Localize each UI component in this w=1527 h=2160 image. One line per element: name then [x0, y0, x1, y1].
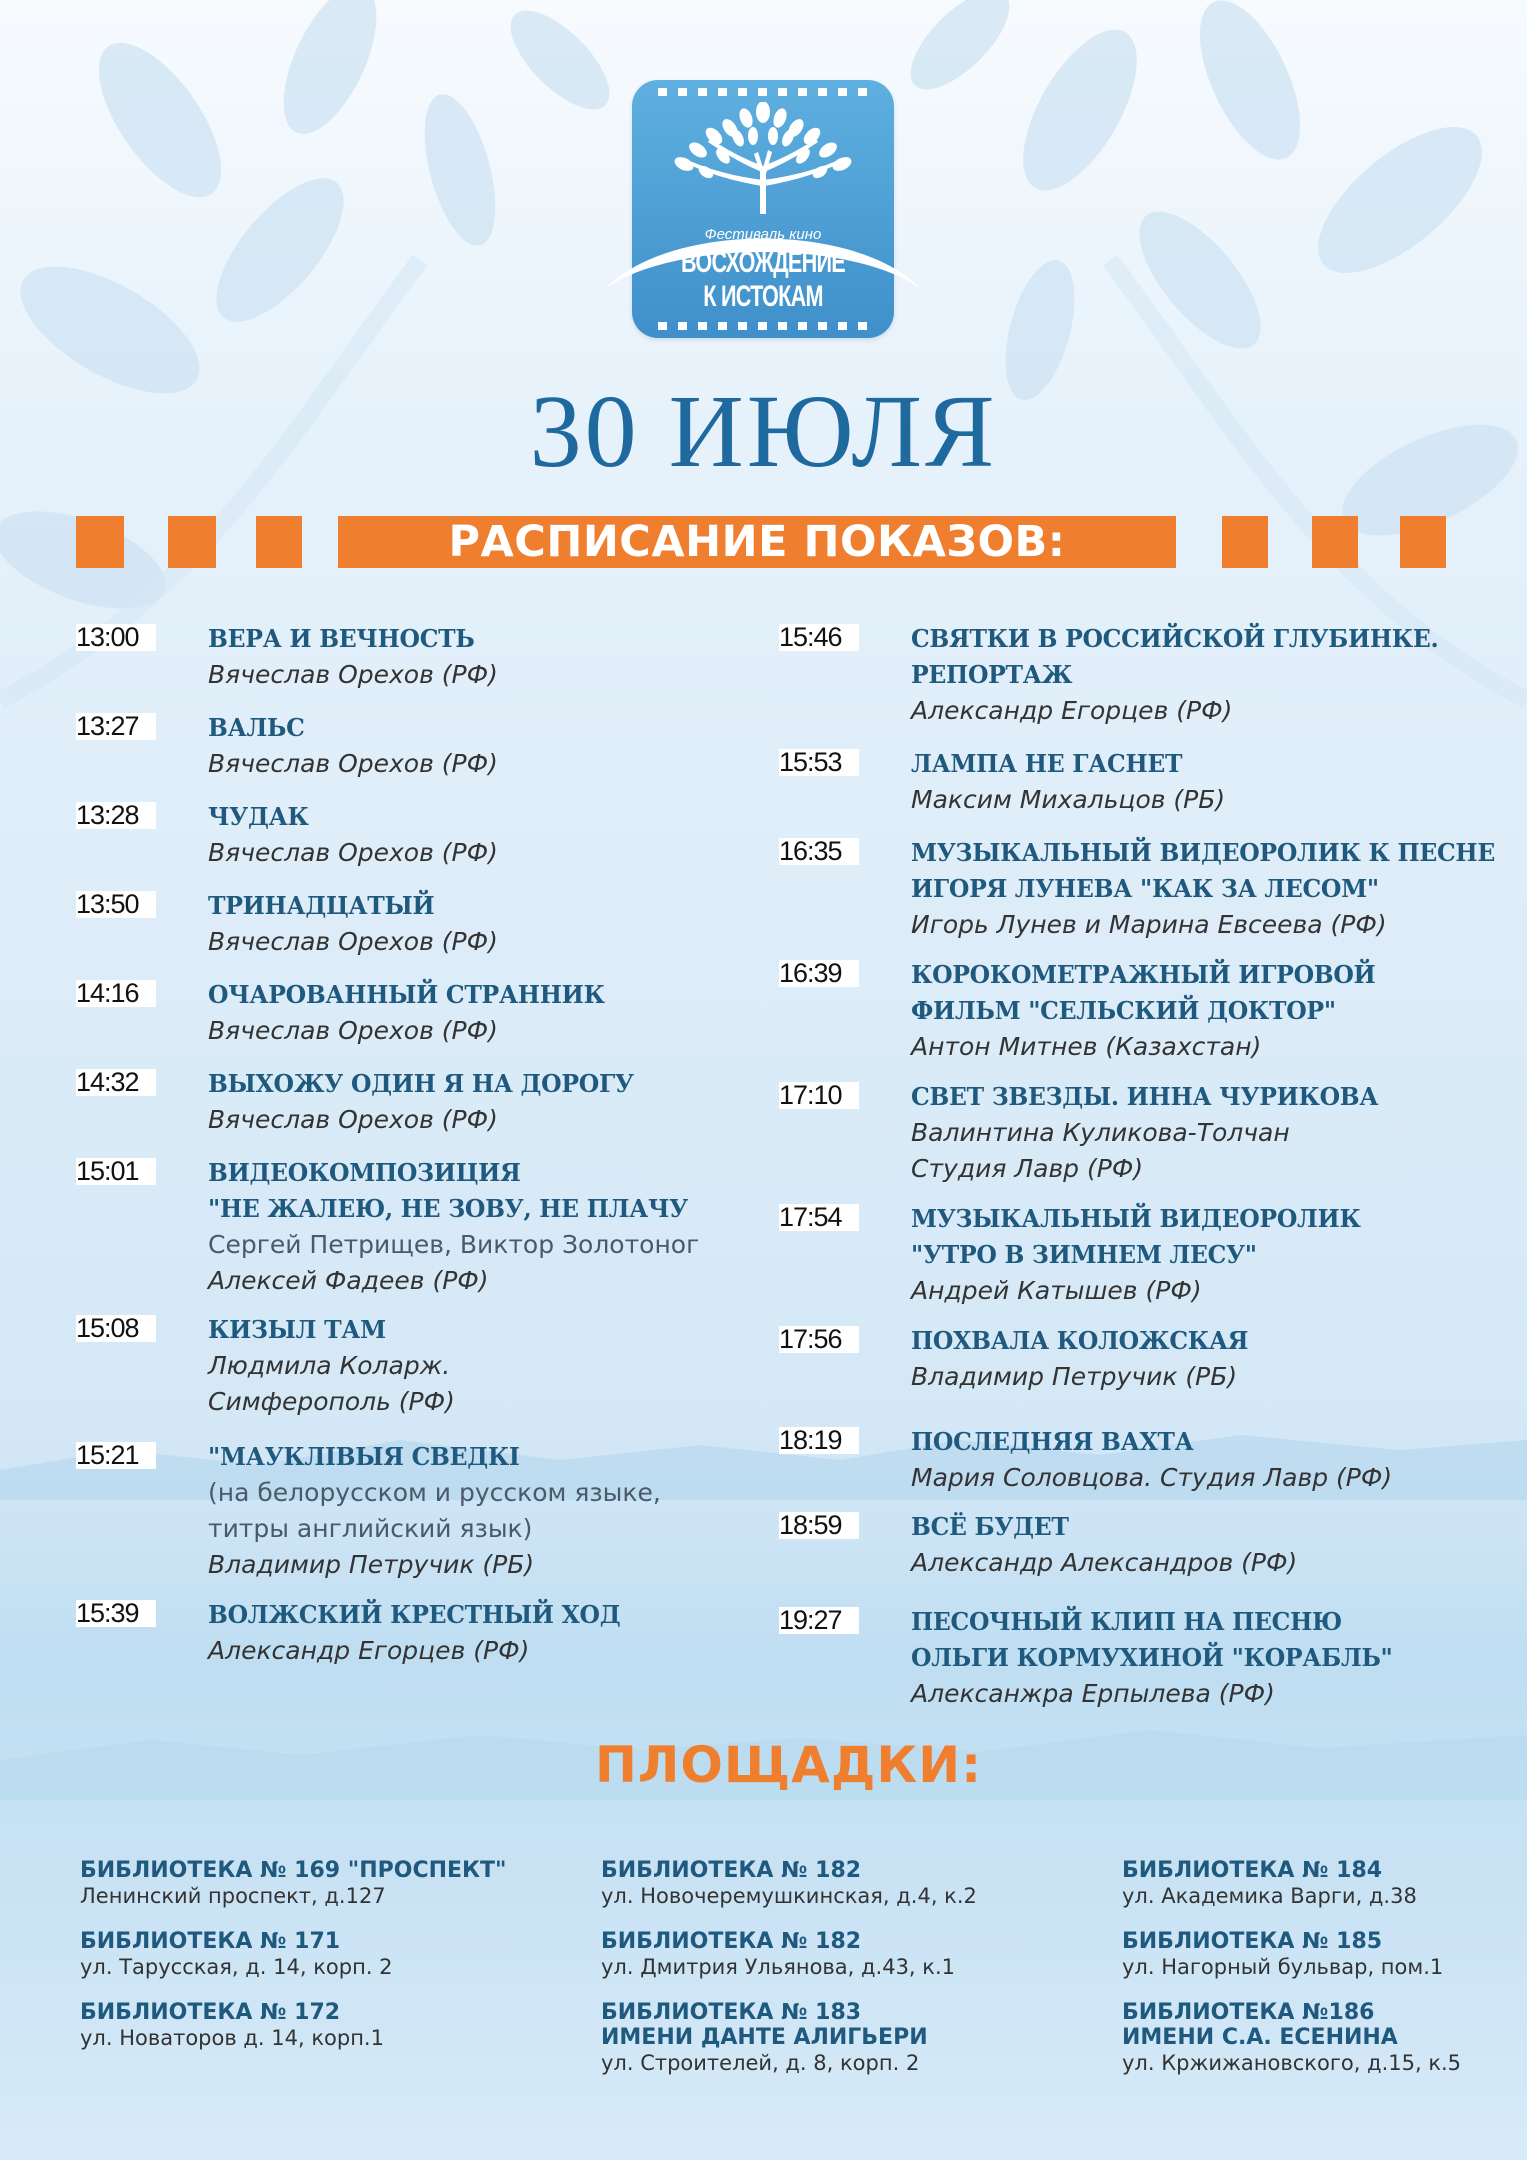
screening-time: 15:21: [76, 1442, 156, 1469]
venue-name: БИБЛИОТЕКА №186: [1122, 2000, 1375, 2025]
film-author: Владимир Петручик (РБ): [911, 1362, 1238, 1391]
film-note: титры английский язык): [208, 1514, 533, 1543]
logo-title-line-2: К ИСТОКАМ: [703, 280, 823, 313]
film-title: ПОСЛЕДНЯЯ ВАХТА: [911, 1427, 1194, 1456]
film-title: ЛАМПА НЕ ГАСНЕТ: [911, 749, 1183, 778]
film-title: ПЕСОЧНЫЙ КЛИП НА ПЕСНЮ: [911, 1607, 1342, 1636]
venue-name: ИМЕНИ ДАНТЕ АЛИГЬЕРИ: [601, 2025, 928, 2050]
venue-address: ул. Кржижановского, д.15, к.5: [1122, 2051, 1462, 2075]
orange-square: [1222, 516, 1268, 568]
venue-name: БИБЛИОТЕКА № 182: [601, 1929, 862, 1954]
venue-address: ул. Тарусская, д. 14, корп. 2: [80, 1955, 393, 1979]
film-title: "МАУКЛІВЫЯ СВЕДКІ: [208, 1442, 520, 1471]
screening-time: 18:19: [779, 1427, 859, 1454]
venue-item: [80, 1929, 393, 1981]
screening-time: 16:39: [779, 960, 859, 987]
film-author: Андрей Катышев (РФ): [911, 1276, 1202, 1305]
screening-details: [911, 1079, 1511, 1187]
film-title: ТРИНАДЦАТЫЙ: [208, 891, 435, 920]
screening-details: [208, 1155, 808, 1299]
screening-time: 17:56: [779, 1326, 859, 1353]
film-author: Вячеслав Орехов (РФ): [208, 749, 498, 778]
screening-time: 14:32: [76, 1069, 156, 1096]
film-title: ОЛЬГИ КОРМУХИНОЙ "КОРАБЛЬ": [911, 1643, 1393, 1672]
schedule-heading: РАСПИСАНИЕ ПОКАЗОВ:: [338, 516, 1176, 568]
film-author: Симферополь (РФ): [208, 1387, 455, 1416]
screening-time: 17:54: [779, 1204, 859, 1231]
film-title: МУЗЫКАЛЬНЫЙ ВИДЕОРОЛИК: [911, 1204, 1361, 1233]
screening-details: [911, 746, 1511, 818]
film-author: Игорь Лунев и Марина Евсеева (РФ): [911, 910, 1387, 939]
film-title: ПОХВАЛА КОЛОЖСКАЯ: [911, 1326, 1249, 1355]
film-author: Студия Лавр (РФ): [911, 1154, 1144, 1183]
film-author: Александр Егорцев (РФ): [911, 696, 1233, 725]
venue-name: БИБЛИОТЕКА № 185: [1122, 1929, 1383, 1954]
film-author: Вячеслав Орехов (РФ): [208, 660, 498, 689]
film-title: ФИЛЬМ "СЕЛЬСКИЙ ДОКТОР": [911, 996, 1336, 1025]
venue-address: ул. Дмитрия Ульянова, д.43, к.1: [601, 1955, 956, 1979]
venue-name: БИБЛИОТЕКА № 184: [1122, 1858, 1383, 1883]
film-author: Вячеслав Орехов (РФ): [208, 1016, 498, 1045]
film-title: ВЕРА И ВЕЧНОСТЬ: [208, 624, 475, 653]
venue-item: [601, 2000, 928, 2077]
film-note: (на белорусском и русском языке,: [208, 1478, 661, 1507]
screening-time: 15:53: [779, 749, 859, 776]
festival-logo: [632, 80, 894, 338]
event-date: 30 ИЮЛЯ: [529, 374, 998, 489]
film-title: ВОЛЖСКИЙ КРЕСТНЫЙ ХОД: [208, 1600, 621, 1629]
screening-details: [208, 888, 808, 960]
venue-address: ул. Нагорный бульвар, пом.1: [1122, 1955, 1444, 1979]
venue-name: БИБЛИОТЕКА № 183: [601, 2000, 862, 2025]
film-author: Вячеслав Орехов (РФ): [208, 1105, 498, 1134]
screening-details: [911, 1509, 1511, 1581]
film-title: "НЕ ЖАЛЕЮ, НЕ ЗОВУ, НЕ ПЛАЧУ: [208, 1194, 688, 1223]
venue-name: БИБЛИОТЕКА № 169 "ПРОСПЕКТ": [80, 1858, 507, 1883]
screening-details: [208, 621, 808, 693]
film-title: ВАЛЬС: [208, 713, 305, 742]
screening-time: 13:27: [76, 713, 156, 740]
film-author: Антон Митнев (Казахстан): [911, 1032, 1262, 1061]
screening-time: 14:16: [76, 980, 156, 1007]
film-title: ВЫХОЖУ ОДИН Я НА ДОРОГУ: [208, 1069, 634, 1098]
film-author: Людмила Коларж.: [208, 1351, 451, 1380]
orange-square: [76, 516, 124, 568]
venue-address: Ленинский проспект, д.127: [80, 1884, 386, 1908]
venue-item: [601, 1929, 955, 1981]
festival-tree-logo-icon: [668, 102, 858, 214]
screening-details: [911, 835, 1511, 943]
screening-details: [208, 977, 808, 1049]
screening-details: [208, 799, 808, 871]
venue-name: БИБЛИОТЕКА № 182: [601, 1858, 862, 1883]
screening-details: [911, 1604, 1511, 1712]
screening-time: 15:01: [76, 1158, 156, 1185]
logo-title-line-1: ВОСХОЖДЕНИЕ: [681, 246, 845, 279]
venue-item: [601, 1858, 977, 1910]
venues-heading: ПЛОЩАДКИ:: [595, 1736, 983, 1794]
film-author: Александр Егорцев (РФ): [208, 1636, 530, 1665]
venue-address: ул. Академика Варги, д.38: [1122, 1884, 1417, 1908]
film-perforation-bottom: [658, 322, 868, 330]
film-perforation-top: [658, 88, 868, 96]
film-title: СВЕТ ЗВЕЗДЫ. ИННА ЧУРИКОВА: [911, 1082, 1379, 1111]
film-author: Алексей Фадеев (РФ): [208, 1266, 489, 1295]
venue-name: БИБЛИОТЕКА № 171: [80, 1929, 341, 1954]
venue-item: [80, 2000, 384, 2052]
orange-square: [1312, 516, 1358, 568]
screening-details: [911, 1201, 1511, 1309]
screening-time: 15:46: [779, 624, 859, 651]
film-title: "УТРО В ЗИМНЕМ ЛЕСУ": [911, 1240, 1257, 1269]
orange-square: [256, 516, 302, 568]
film-title: ВСЁ БУДЕТ: [911, 1512, 1069, 1541]
film-author: Максим Михальцов (РБ): [911, 785, 1226, 814]
film-author: Мария Соловцова. Студия Лавр (РФ): [911, 1463, 1393, 1492]
film-author: Владимир Петручик (РБ): [208, 1550, 535, 1579]
screening-time: 15:39: [76, 1600, 156, 1627]
venue-item: [1122, 1929, 1443, 1981]
venue-name: БИБЛИОТЕКА № 172: [80, 2000, 341, 2025]
screening-time: 16:35: [779, 838, 859, 865]
screening-time: 17:10: [779, 1082, 859, 1109]
logo-subtitle: Фестиваль кино: [704, 226, 822, 243]
venue-item: [1122, 2000, 1461, 2077]
film-note: Сергей Петрищев, Виктор Золотоног: [208, 1230, 700, 1259]
screening-time: 13:00: [76, 624, 156, 651]
screening-details: [911, 1424, 1511, 1496]
film-title: КИЗЫЛ ТАМ: [208, 1315, 386, 1344]
screening-time: 15:08: [76, 1315, 156, 1342]
film-author: Алексанжра Ерпылева (РФ): [911, 1679, 1275, 1708]
screening-details: [208, 1066, 808, 1138]
screening-details: [208, 1597, 808, 1669]
screening-details: [208, 1439, 808, 1583]
screening-details: [208, 710, 808, 782]
film-title: КОРОКОМЕТРАЖНЫЙ ИГРОВОЙ: [911, 960, 1376, 989]
venue-address: ул. Новаторов д. 14, корп.1: [80, 2026, 384, 2050]
film-author: Валинтина Куликова-Толчан: [911, 1118, 1290, 1147]
film-title: ЧУДАК: [208, 802, 309, 831]
orange-square: [168, 516, 216, 568]
venue-address: ул. Строителей, д. 8, корп. 2: [601, 2051, 920, 2075]
venue-item: [80, 1858, 507, 1910]
film-title: ОЧАРОВАННЫЙ СТРАННИК: [208, 980, 605, 1009]
venue-name: ИМЕНИ С.А. ЕСЕНИНА: [1122, 2025, 1398, 2050]
venue-item: [1122, 1858, 1417, 1910]
screening-details: [911, 957, 1511, 1065]
film-title: РЕПОРТАЖ: [911, 660, 1073, 689]
screening-time: 13:28: [76, 802, 156, 829]
screening-details: [911, 621, 1511, 729]
screening-time: 13:50: [76, 891, 156, 918]
screening-time: 19:27: [779, 1607, 859, 1634]
screening-time: 18:59: [779, 1512, 859, 1539]
film-title: ВИДЕОКОМПОЗИЦИЯ: [208, 1158, 521, 1187]
film-author: Вячеслав Орехов (РФ): [208, 927, 498, 956]
film-author: Вячеслав Орехов (РФ): [208, 838, 498, 867]
film-author: Александр Александров (РФ): [911, 1548, 1298, 1577]
venue-address: ул. Новочеремушкинская, д.4, к.2: [601, 1884, 977, 1908]
screening-details: [911, 1323, 1511, 1395]
film-title: ИГОРЯ ЛУНЕВА "КАК ЗА ЛЕСОМ": [911, 874, 1379, 903]
film-title: МУЗЫКАЛЬНЫЙ ВИДЕОРОЛИК К ПЕСНЕ: [911, 838, 1495, 867]
screening-details: [208, 1312, 808, 1420]
orange-square: [1400, 516, 1446, 568]
film-title: СВЯТКИ В РОССИЙСКОЙ ГЛУБИНКЕ.: [911, 624, 1439, 653]
